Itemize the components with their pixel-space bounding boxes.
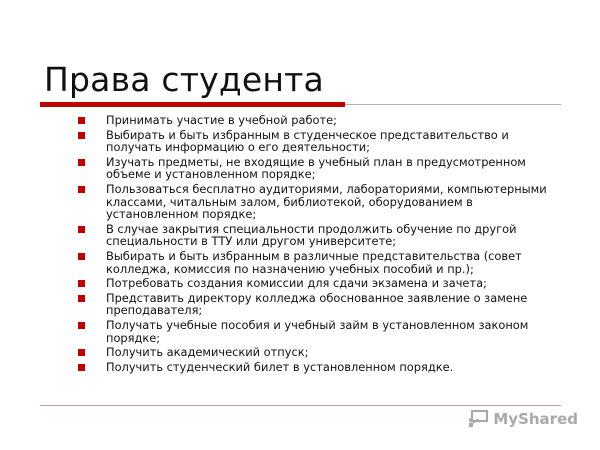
footer-divider	[40, 405, 561, 406]
bullet-text: В случае закрытия специальности продолжить обучение по другой специальности в ТТУ или другом университете;	[106, 221, 517, 249]
title-underline-thin	[345, 104, 561, 105]
list-item	[78, 277, 560, 290]
bullet-text: Выбирать и быть избранным в студенческое представительство и получать информацию о его деятельности;	[106, 127, 509, 155]
bullet-text: Изучать предметы, не входящие в учебный план в предусмотренном объеме и установленном порядке;	[106, 154, 526, 182]
square-bullet-icon	[78, 253, 85, 260]
square-bullet-icon	[78, 226, 85, 233]
list-item	[78, 156, 560, 181]
square-bullet-icon	[78, 322, 85, 329]
list-item	[78, 223, 560, 248]
bullet-text: Представить директору колледжа обоснованное заявление о замене преподавателя;	[106, 290, 528, 318]
watermark-text: MyShared	[493, 410, 578, 428]
square-bullet-icon	[78, 280, 85, 287]
list-item	[78, 292, 560, 317]
square-bullet-icon	[78, 364, 85, 371]
bullet-text: Потребовать создания комиссии для сдачи экзамена и зачета;	[106, 276, 487, 291]
square-bullet-icon	[78, 295, 85, 302]
list-item	[78, 114, 560, 127]
list-item	[78, 129, 560, 154]
list-item	[78, 250, 560, 275]
square-bullet-icon	[78, 117, 85, 124]
watermark-logo[interactable]	[468, 410, 578, 428]
bullet-text: Получить студенческий билет в установленном порядке.	[106, 359, 454, 374]
bullet-list	[78, 114, 560, 375]
bullet-text: Получать учебные пособия и учебный займ в установленном законом порядке;	[106, 317, 529, 345]
square-bullet-icon	[78, 349, 85, 356]
square-bullet-icon	[78, 132, 85, 139]
list-item	[78, 319, 560, 344]
list-item	[78, 346, 560, 359]
classroom-board-icon	[468, 410, 490, 428]
bullet-text: Получить академический отпуск;	[106, 345, 309, 360]
slide-title: Права студента	[44, 60, 324, 99]
title-underline-accent	[40, 102, 345, 107]
bullet-text: Пользоваться бесплатно аудиториями, лабораториями, компьютерными классами, читальным залом, библиотекой, оборудованием в установленном порядке;	[106, 181, 547, 222]
bullet-text: Выбирать и быть избранным в различные представительства (совет колледжа, комиссия по назначению учебных пособий и пр.);	[106, 248, 522, 276]
bullet-text: Принимать участие в учебной работе;	[106, 113, 337, 127]
list-item	[78, 183, 560, 221]
list-item	[78, 361, 560, 374]
square-bullet-icon	[78, 159, 85, 166]
square-bullet-icon	[78, 186, 85, 193]
